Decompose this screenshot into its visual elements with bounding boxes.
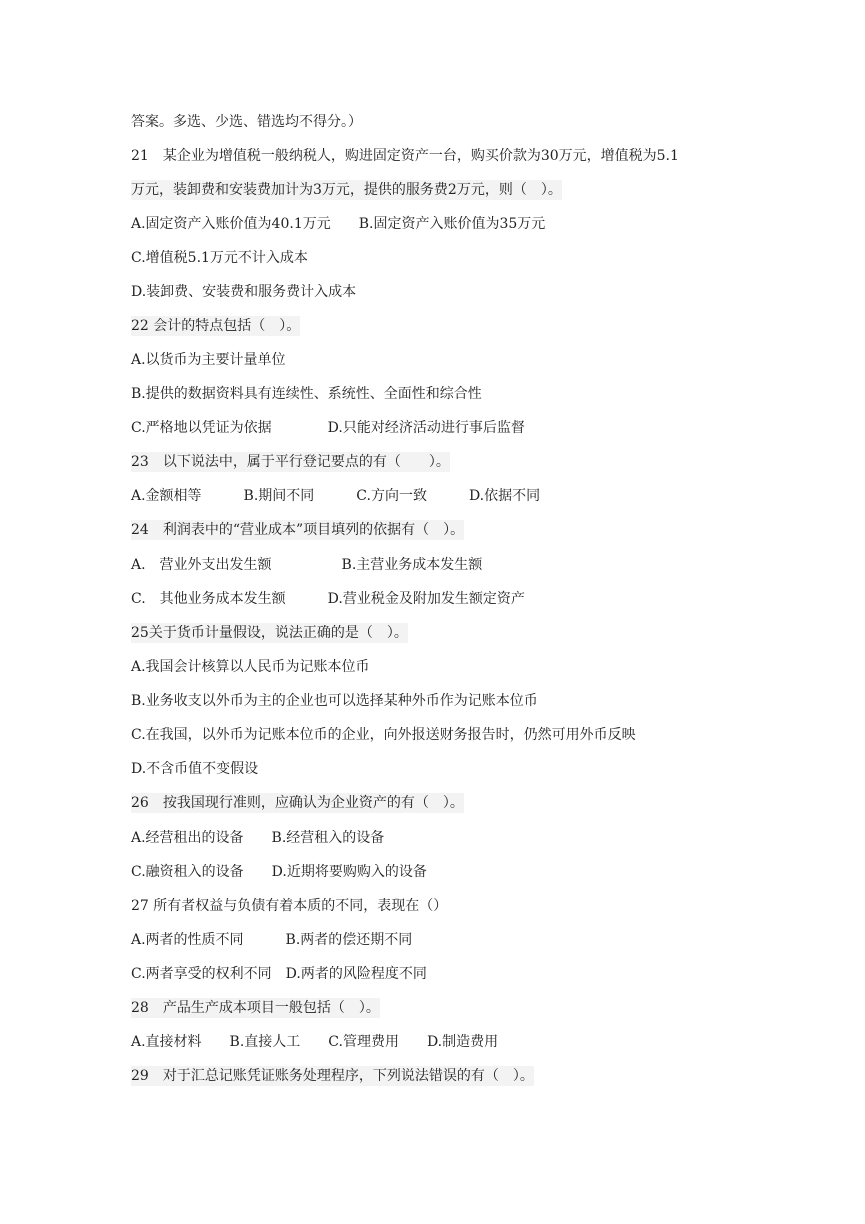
question-26-options-cd: C.融资租入的设备 D.近期将要购购入的设备 — [131, 864, 427, 880]
question-26-options-ab: A.经营租出的设备 B.经营租入的设备 — [131, 830, 385, 846]
question-26-stem: 26 按我国现行准则，应确认为企业资产的有（ ）。 — [131, 795, 464, 811]
question-21-stem-cont: 万元，装卸费和安装费加计为3万元，提供的服务费2万元，则（ ）。 — [131, 182, 562, 198]
question-24-stem: 24 利润表中的“营业成本”项目填列的依据有（ ）。 — [131, 522, 465, 538]
question-22-stem: 22 会计的特点包括（ ）。 — [131, 318, 301, 334]
question-25-option-b: B.业务收支以外币为主的企业也可以选择某种外币作为记账本位币 — [131, 693, 538, 709]
question-21-stem: 21 某企业为增值税一般纳税人，购进固定资产一台，购买价款为30万元，增值税为5.1 — [131, 148, 679, 164]
question-27-options-cd: C.两者享受的权利不同 D.两者的风险程度不同 — [131, 966, 427, 982]
question-24-options-cd: C. 其他业务成本发生额 D.营业税金及附加发生额定资产 — [131, 591, 525, 607]
question-29-stem: 29 对于汇总记账凭证账务处理程序，下列说法错误的有（ ）。 — [131, 1068, 534, 1084]
question-25-option-d: D.不含币值不变假设 — [131, 761, 259, 777]
question-25-stem: 25关于货币计量假设，说法正确的是（ ）。 — [131, 625, 408, 641]
question-23-stem: 23 以下说法中，属于平行登记要点的有（ ）。 — [131, 454, 450, 470]
question-22-options-cd: C.严格地以凭证为依据 D.只能对经济活动进行事后监督 — [131, 420, 525, 436]
question-23-options: A.金额相等 B.期间不同 C.方向一致 D.依据不同 — [131, 488, 541, 504]
question-25-option-a: A.我国会计核算以人民币为记账本位币 — [131, 659, 370, 675]
question-27-options-ab: A.两者的性质不同 B.两者的偿还期不同 — [131, 932, 413, 948]
question-21-option-d: D.装卸费、安装费和服务费计入成本 — [131, 284, 357, 300]
question-22-option-b: B.提供的数据资料具有连续性、系统性、全面性和综合性 — [131, 386, 482, 402]
question-28-stem: 28 产品生产成本项目一般包括（ ）。 — [131, 1000, 380, 1016]
text-line: 答案。多选、少选、错选均不得分。） — [131, 114, 362, 130]
question-27-stem: 27 所有者权益与负债有着本质的不同，表现在（） — [131, 898, 448, 914]
question-22-option-a: A.以货币为主要计量单位 — [131, 352, 286, 368]
question-28-options: A.直接材料 B.直接人工 C.管理费用 D.制造费用 — [131, 1034, 499, 1050]
question-25-option-c: C.在我国，以外币为记账本位币的企业，向外报送财务报告时，仍然可用外币反映 — [131, 727, 636, 743]
question-24-options-ab: A. 营业外支出发生额 B.主营业务成本发生额 — [131, 557, 483, 573]
question-21-options-ab: A.固定资产入账价值为40.1万元 B.固定资产入账价值为35万元 — [131, 216, 546, 232]
question-21-option-c: C.增值税5.1万元不计入成本 — [131, 250, 308, 266]
